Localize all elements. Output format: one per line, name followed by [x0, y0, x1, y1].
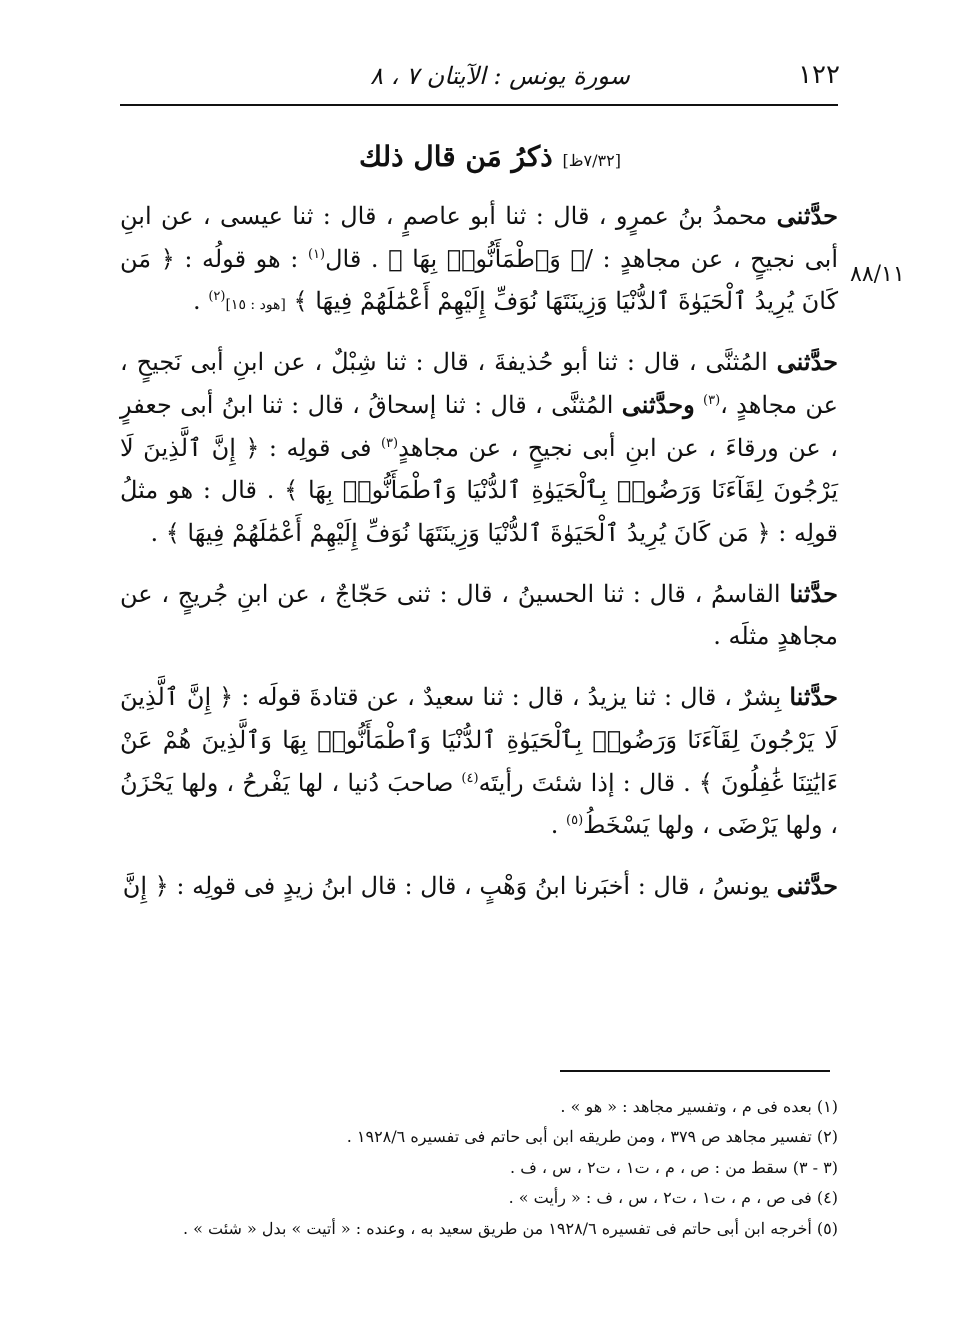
paragraph [120, 341, 838, 555]
manuscript-ref: [٧/٣٢ظ] [562, 151, 621, 170]
footnote-marker: (٣) [380, 435, 399, 451]
header-divider [120, 104, 838, 106]
verse-reference: [هود : ١٥] [225, 297, 286, 314]
footnote-divider [560, 1070, 830, 1072]
paragraph-end: . [550, 811, 559, 840]
paragraph [120, 676, 838, 847]
paragraph-text: المُثنَّى ، قال : ثنا أبو حُذيفةَ ، قال : ثنا شِبْلٌ ، عن ابنِ أبى نَجيحٍ ، عن مجاهدٍ ، [120, 348, 838, 419]
footnotes [110, 1092, 838, 1244]
paragraph [120, 195, 838, 323]
footnote-marker: (٥) [566, 813, 584, 829]
paragraph-lead: حدَّثنى [776, 201, 838, 230]
running-header-title: سورة يونس : الآيتان ٧ ، ٨ [370, 62, 630, 90]
footnote-marker: (١) [307, 246, 326, 262]
paragraph [120, 573, 838, 658]
footnote-marker: (٤) [461, 770, 479, 786]
main-text [120, 195, 838, 926]
paragraph-text: فى قولِه : ﴿ إِنَّ ٱلَّذِينَ لَا يَرْجُونَ لِقَآءَنَا وَرَضُوا۟ بِٱلْحَيَوٰةِ ٱلدُّنْيَا وَٱطْمَأَنُّوا۟ بِهَا ﴾ . قال : هو مثلُ قولِه : ﴿ مَن كَانَ يُرِيدُ ٱلْحَيَوٰةَ ٱلدُّنْيَا وَزِينَتَهَا نُوَفِّ إِلَيْهِمْ أَعْمَٰلَهُمْ فِيهَا ﴾ . [120, 433, 838, 548]
page-number: ١٢٢ [798, 60, 840, 90]
paragraph-end: . [193, 287, 201, 316]
paragraph-lead: حدَّثنى [776, 871, 838, 901]
footnote: (٤) فى ص ، م ، ت١ ، ت٢ ، س ، ف : « رأيت » . [508, 1188, 838, 1208]
section-heading-text: ذكرُ مَن قال ذلك [359, 140, 553, 173]
footnote-marker: (٢) [208, 289, 226, 305]
paragraph-lead: حدَّثنى [776, 347, 838, 377]
margin-reference: ٨٨/١١ [850, 262, 905, 287]
paragraph-text: صاحبَ دُنيا ، لها يَفْرحُ ، ولها يَحْزَنُ ، ولها يَرْضَى ، ولها يَسْخَطُ [120, 768, 838, 840]
footnote: (٢) تفسير مجاهد ص ٣٧٩ ، ومن طريقه ابن أبى حاتم فى تفسيره ١٩٢٨/٦ . [346, 1127, 838, 1147]
paragraph-text: المُثنَّى ، قال : ثنا إسحاقُ ، قال : ثنا ابنُ أبى جعفرٍ ، عن ورقاءَ ، عن ابنِ أبى نجيحٍ ، عن مجاهدٍ [120, 390, 838, 462]
paragraph-text: القاسمُ ، قال : ثنا الحسينُ ، قال : ثنى حَجّاجٌ ، عن ابنِ جُريجٍ ، عن مجاهدٍ مثلَه . [120, 579, 838, 651]
paragraph-lead: حدَّثنا [789, 682, 838, 712]
paragraph-text: : هو قولُه : ﴿ مَن كَانَ يُرِيدُ ٱلْحَيَوٰةَ ٱلدُّنْيَا وَزِينَتَهَا نُوَفِّ إِلَيْهِمْ أَعْمَٰلَهُمْ فِيهَا ﴾ [120, 244, 838, 316]
paragraph-lead: وحدَّثنى [621, 389, 695, 419]
paragraph-text: يونسُ ، قال : أخبَرنا ابنُ وَهْبٍ ، قال : قال ابنُ زيدٍ فى قولِه : ﴿ إِنَّ [122, 872, 769, 901]
section-heading [300, 140, 680, 173]
footnote-marker: (٣) [703, 392, 721, 408]
paragraph-text: محمدُ بنُ عمرٍو ، قال : ثنا أبو عاصمٍ ، قال : ثنا عيسى ، عن ابنِ أبى نجيحٍ ، عن مجاهدٍ : /﴿ وَٱطْمَأَنُّوا۟ بِهَا ﴾ . قال [120, 202, 838, 273]
footnote: (٣ - ٣) سقط من : ص ، م ، ت١ ، ت٢ ، س ، ف . [510, 1157, 838, 1177]
paragraph [120, 865, 838, 908]
footnote: (١) بعده فى م ، وتفسير مجاهد : « هو » . [560, 1097, 838, 1116]
paragraph-text: بِشرٌ ، قال : ثنا يزيدُ ، قال : ثنا سعيدٌ ، عن قتادةَ قولَه : ﴿ إِنَّ ٱلَّذِينَ لَا يَرْجُونَ لِقَآءَنَا وَرَضُوا۟ بِٱلْحَيَوٰةِ ٱلدُّنْيَا وَٱطْمَأَنُّوا۟ بِهَا وَٱلَّذِينَ هُمْ عَنْ ءَايَٰتِنَا غَٰفِلُونَ ﴾ . قال : إذا شئتَ رأيتَه [120, 683, 838, 797]
paragraph-lead: حدَّثنا [789, 578, 838, 608]
footnote: (٥) أخرجه ابن أبى حاتم فى تفسيره ١٩٢٨/٦ من طريق سعيد به ، وعنده : « أتيت » بدل « شئت » . [182, 1218, 838, 1238]
